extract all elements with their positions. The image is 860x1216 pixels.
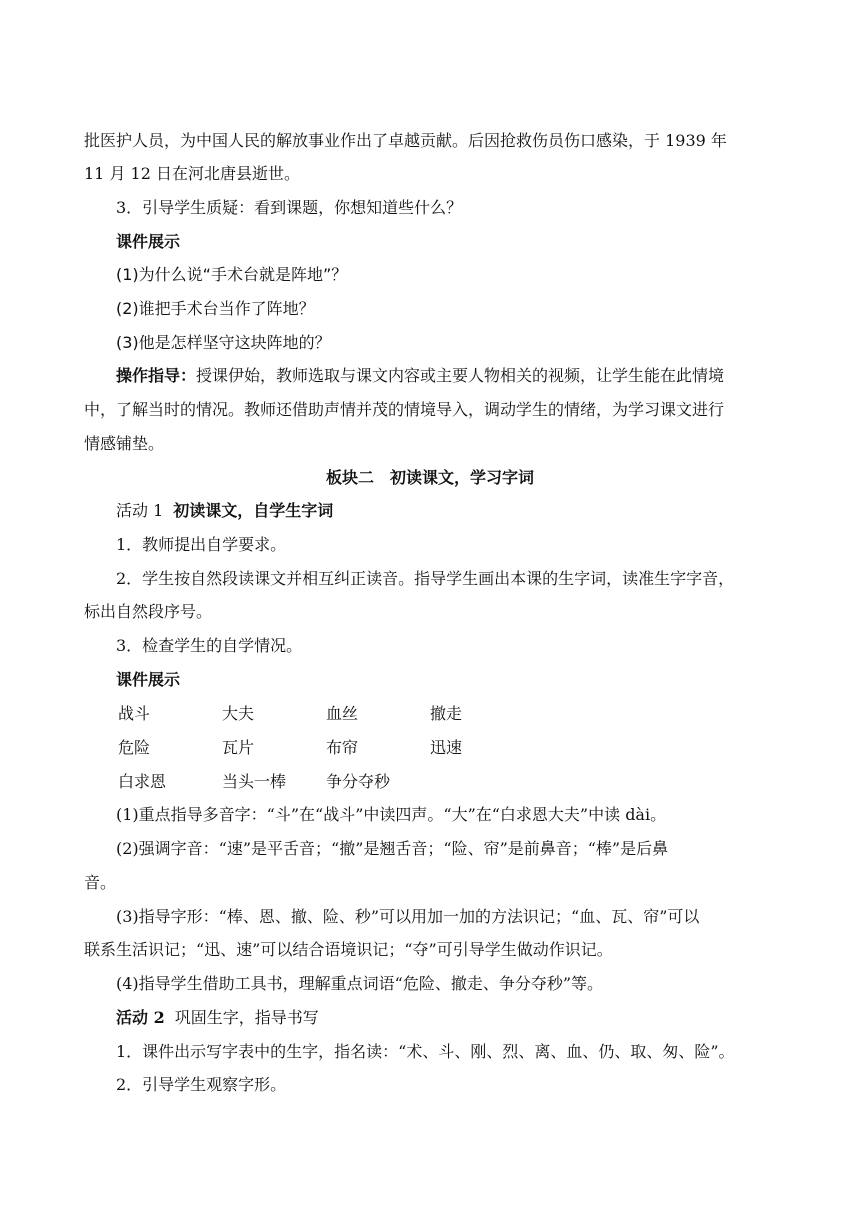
word-item: 迅速	[430, 738, 463, 757]
note-line: 音。	[84, 873, 117, 892]
word-item: 争分夺秒	[326, 772, 391, 791]
word-item: 危险	[118, 738, 151, 757]
courseware-item: (3)他是怎样坚守这块阵地的？	[116, 333, 331, 352]
word-item: 白求恩	[118, 772, 167, 791]
word-item: 瓦片	[222, 738, 255, 757]
guide-label: 操作指导：	[116, 366, 197, 385]
courseware-item: (1)为什么说“手术台就是阵地”？	[116, 265, 348, 284]
activity-label: 活动 2	[116, 1008, 165, 1027]
note-line: (4)指导学生借助工具书，理解重点词语“危险、撤走、争分夺秒”等。	[116, 974, 604, 993]
activity-label: 活动 1	[116, 501, 164, 520]
guide-line	[116, 365, 788, 387]
activity-title: 初读课文，自学生字词	[173, 501, 334, 520]
activity-heading	[116, 500, 788, 522]
activity-title: 巩固生字，指导书写	[174, 1008, 319, 1027]
courseware-heading: 课件展示	[116, 232, 181, 251]
question-step: 3．引导学生质疑：看到课题，你想知道些什么？	[116, 198, 463, 217]
note-line: (3)指导字形：“棒、恩、撤、险、秒”可以用加一加的方法识记；“血、瓦、帘”可以	[116, 907, 700, 926]
paragraph-line: 11 月 12 日在河北唐县逝世。	[84, 164, 300, 183]
step: 标出自然段序号。	[84, 602, 213, 621]
step: 2．学生按自然段读课文并相互纠正读音。指导学生画出本课的生字词，读准生字字音，	[116, 569, 735, 588]
word-item: 大夫	[222, 704, 255, 723]
word-item: 布帘	[326, 738, 359, 757]
guide-line: 中，了解当时的情况。教师还借助声情并茂的情境导入，调动学生的情绪，为学习课文进行	[84, 400, 725, 419]
word-item: 战斗	[118, 704, 151, 723]
guide-text: 授课伊始，教师选取与课文内容或主要人物相关的视频，让学生能在此情境	[196, 366, 725, 385]
section-title: 板块二 初读课文，学习字词	[325, 468, 534, 487]
note-line: (1)重点指导多音字：“斗”在“战斗”中读四声。“大”在“白求恩大夫”中读 dài。	[116, 805, 667, 824]
step: 1．课件出示写字表中的生字，指名读：“术、斗、刚、烈、离、血、仍、取、匆、险”。	[116, 1042, 735, 1061]
word-item: 当头一棒	[222, 772, 287, 791]
word-item: 血丝	[326, 704, 359, 723]
step: 1．教师提出自学要求。	[116, 535, 287, 554]
step: 3．检查学生的自学情况。	[116, 636, 303, 655]
note-line: (2)强调字音：“速”是平舌音；“撤”是翘舌音；“险、帘”是前鼻音；“棒”是后鼻	[116, 839, 669, 858]
activity-heading	[116, 1007, 788, 1029]
courseware-item: (2)谁把手术台当作了阵地？	[116, 299, 315, 318]
guide-line: 情感铺垫。	[84, 434, 165, 453]
courseware-heading: 课件展示	[116, 670, 181, 689]
paragraph-line: 批医护人员，为中国人民的解放事业作出了卓越贡献。后因抢救伤员伤口感染，于 1939 年	[84, 131, 727, 150]
step: 2．引导学生观察字形。	[116, 1075, 287, 1094]
word-item: 撤走	[430, 704, 463, 723]
note-line: 联系生活识记；“迅、速”可以结合语境识记；“夺”可引导学生做动作识记。	[84, 940, 613, 959]
